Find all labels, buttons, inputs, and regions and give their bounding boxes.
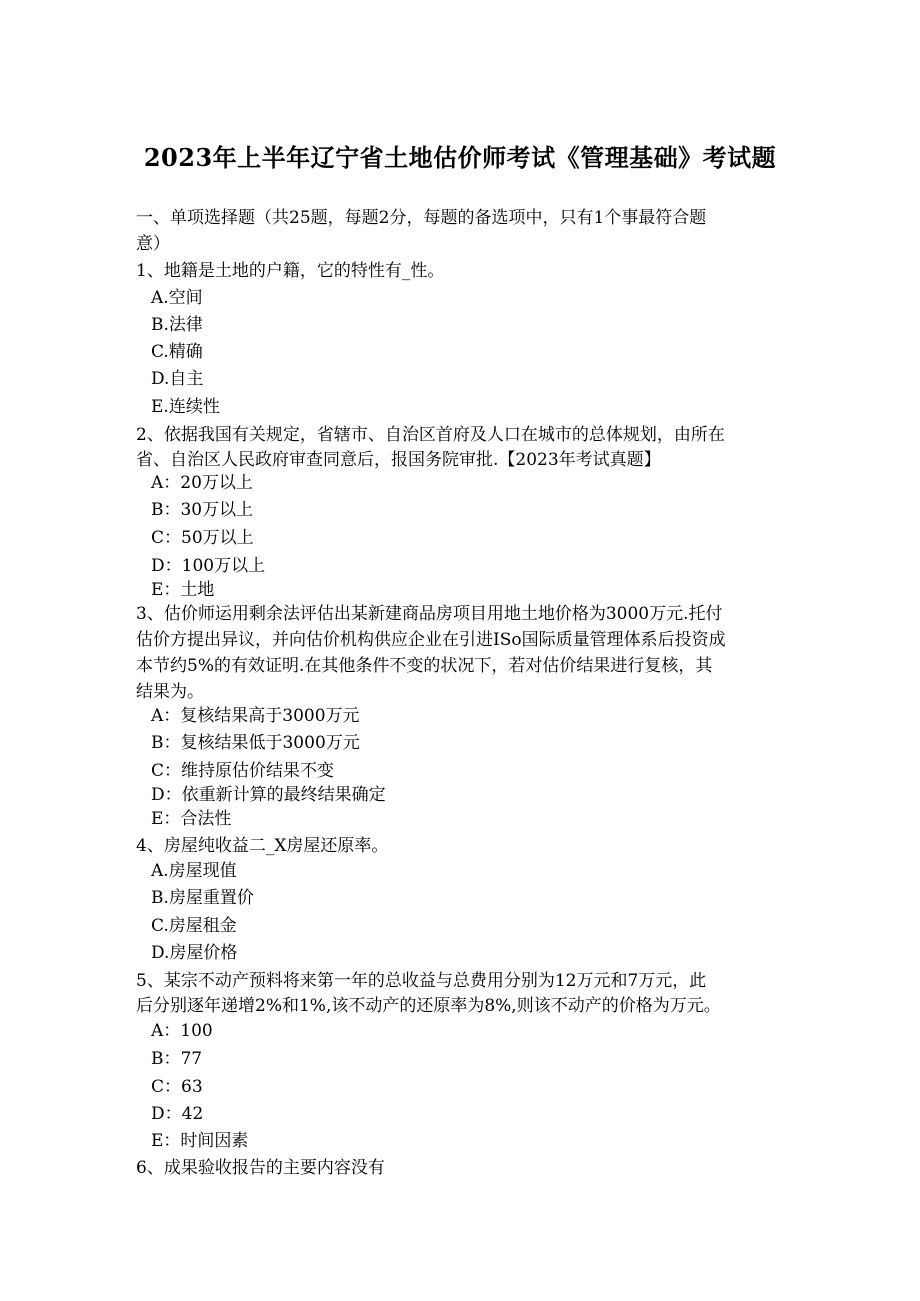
question-2-stem-line-2: 省、自治区人民政府审查同意后，报国务院审批.【2023年考试真题】	[136, 450, 661, 470]
question-1-option-e: E.连续性	[151, 397, 220, 417]
question-4-option-c: C.房屋租金	[151, 916, 237, 936]
question-2-stem-line-1: 2、依据我国有关规定，省辖市、自治区首府及人口在城市的总体规划，由所在	[136, 425, 725, 445]
question-3-option-b: B：复核结果低于3000万元	[151, 733, 360, 753]
question-1-option-d: D.自主	[151, 369, 204, 389]
question-6-stem: 6、成果验收报告的主要内容没有	[136, 1158, 385, 1178]
question-3-stem-line-1: 3、估价师运用剩余法评估出某新建商品房项目用地土地价格为3000万元.托付	[136, 604, 723, 624]
question-2-option-d: D：100万以上	[151, 556, 266, 576]
question-4-option-d: D.房屋价格	[151, 943, 238, 963]
question-2-option-e: E：土地	[151, 580, 215, 600]
question-5-option-c: C：63	[151, 1077, 203, 1097]
question-3-option-a: A：复核结果高于3000万元	[151, 706, 360, 726]
question-1-option-a: A.空间	[151, 288, 203, 308]
question-1-stem: 1、地籍是土地的户籍，它的特性有_性。	[136, 261, 445, 281]
question-3-option-c: C：维持原估价结果不变	[151, 761, 335, 781]
question-3-stem-line-3: 本节约5%的有效证明.在其他条件不变的状况下，若对估价结果进行复核，其	[136, 656, 713, 676]
question-4-option-a: A.房屋现值	[151, 861, 237, 881]
question-1-option-b: B.法律	[151, 315, 203, 335]
question-2-option-a: A：20万以上	[151, 473, 253, 493]
question-3-option-e: E：合法性	[151, 809, 232, 829]
question-1-option-c: C.精确	[151, 342, 203, 362]
question-3-stem-line-2: 估价方提出异议，并向估价机构供应企业在引进ISo国际质量管理体系后投资成	[136, 630, 726, 650]
question-3-option-d: D：依重新计算的最终结果确定	[151, 785, 386, 805]
question-5-option-d: D：42	[151, 1104, 204, 1124]
question-5-stem-line-2: 后分别逐年递增2%和1%,该不动产的还原率为8%,则该不动产的价格为万元。	[136, 996, 721, 1016]
section-header-line-1: 一、单项选择题（共25题，每题2分，每题的备选项中，只有1个事最符合题	[136, 208, 707, 228]
question-2-option-c: C：50万以上	[151, 528, 254, 548]
question-5-stem-line-1: 5、某宗不动产预料将来第一年的总收益与总费用分别为12万元和7万元，此	[136, 971, 707, 991]
question-5-option-e: E：时间因素	[151, 1131, 249, 1151]
question-2-option-b: B：30万以上	[151, 500, 254, 520]
section-header-line-2: 意）	[136, 234, 170, 254]
question-4-option-b: B.房屋重置价	[151, 888, 254, 908]
question-5-option-b: B：77	[151, 1049, 203, 1069]
question-3-stem-line-4: 结果为。	[136, 682, 204, 702]
document-title: 2023年上半年辽宁省土地估价师考试《管理基础》考试题	[143, 143, 777, 172]
question-5-option-a: A：100	[151, 1021, 213, 1041]
question-4-stem: 4、房屋纯收益二_X房屋还原率。	[136, 836, 389, 856]
